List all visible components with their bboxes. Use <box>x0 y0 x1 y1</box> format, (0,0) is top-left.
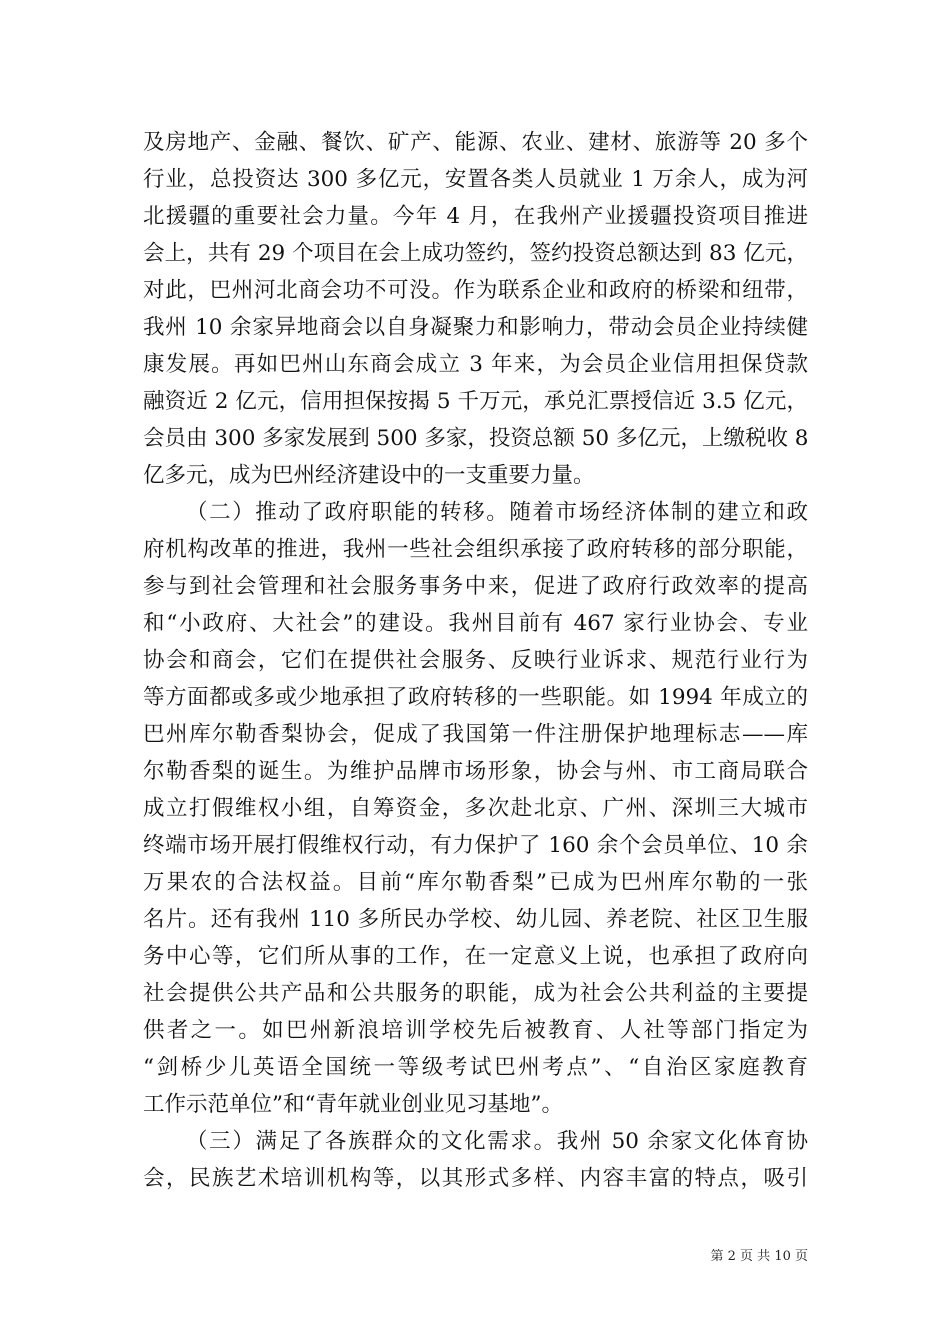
text-line: 我州 10 余家异地商会以自身凝聚力和影响力，带动会员企业持续健 <box>143 315 808 340</box>
text-line: 康发展。再如巴州山东商会成立 3 年来，为会员企业信用担保贷款 <box>143 352 808 377</box>
text-line: 名片。还有我州 110 多所民办学校、幼儿园、养老院、社区卫生服 <box>143 907 808 932</box>
text-line: 工作示范单位”和“青年就业创业见习基地”。 <box>143 1092 563 1117</box>
text-line: 供者之一。如巴州新浪培训学校先后被教育、人社等部门指定为 <box>143 1018 808 1043</box>
text-line: 会，民族艺术培训机构等，以其形式多样、内容丰富的特点，吸引 <box>143 1166 808 1191</box>
text-line: 务中心等，它们所从事的工作，在一定意义上说，也承担了政府向 <box>143 944 808 969</box>
text-line: 行业，总投资达 300 多亿元，安置各类人员就业 1 万余人，成为河 <box>143 167 808 192</box>
text-line: 亿多元，成为巴州经济建设中的一支重要力量。 <box>143 463 595 488</box>
text-line: 府机构改革的推进，我州一些社会组织承接了政府转移的部分职能， <box>143 537 808 562</box>
text-line: 万果农的合法权益。目前“库尔勒香梨”已成为巴州库尔勒的一张 <box>143 870 808 895</box>
text-line: 北援疆的重要社会力量。今年 4 月，在我州产业援疆投资项目推进 <box>143 204 808 229</box>
text-line: 参与到社会管理和社会服务事务中来，促进了政府行政效率的提高 <box>143 574 808 599</box>
text-line: 和“小政府、大社会”的建设。我州目前有 467 家行业协会、专业 <box>143 611 808 636</box>
text-line: 融资近 2 亿元，信用担保按揭 5 千万元，承兑汇票授信近 3.5 亿元， <box>143 389 808 414</box>
text-line: 社会提供公共产品和公共服务的职能，成为社会公共利益的主要提 <box>143 981 808 1006</box>
paragraph-heading-3: （三）满足了各族群众的文化需求。我州 50 余家文化体育协 <box>186 1129 808 1154</box>
text-line: “剑桥少儿英语全国统一等级考试巴州考点”、“自治区家庭教育 <box>143 1055 808 1080</box>
text-line: 会员由 300 多家发展到 500 多家，投资总额 50 多亿元，上缴税收 8 <box>143 426 808 451</box>
text-line: 及房地产、金融、餐饮、矿产、能源、农业、建材、旅游等 20 多个 <box>143 130 808 155</box>
text-line: 成立打假维权小组，自筹资金，多次赴北京、广州、深圳三大城市 <box>143 796 808 821</box>
text-line: 终端市场开展打假维权行动，有力保护了 160 余个会员单位、10 余 <box>143 833 808 858</box>
paragraph-heading-2: （二）推动了政府职能的转移。随着市场经济体制的建立和政 <box>186 500 808 525</box>
text-line: 会上，共有 29 个项目在会上成功签约，签约投资总额达到 83 亿元， <box>143 241 808 266</box>
text-line: 协会和商会，它们在提供社会服务、反映行业诉求、规范行业行为 <box>143 648 808 673</box>
text-line: 对此，巴州河北商会功不可没。作为联系企业和政府的桥梁和纽带， <box>143 278 808 303</box>
text-line: 巴州库尔勒香梨协会，促成了我国第一件注册保护地理标志——库 <box>143 722 808 747</box>
text-line: 等方面都或多或少地承担了政府转移的一些职能。如 1994 年成立的 <box>143 685 808 710</box>
text-line: 尔勒香梨的诞生。为维护品牌市场形象，协会与州、市工商局联合 <box>143 759 808 784</box>
page-number: 第 2 页 共 10 页 <box>710 1249 808 1264</box>
